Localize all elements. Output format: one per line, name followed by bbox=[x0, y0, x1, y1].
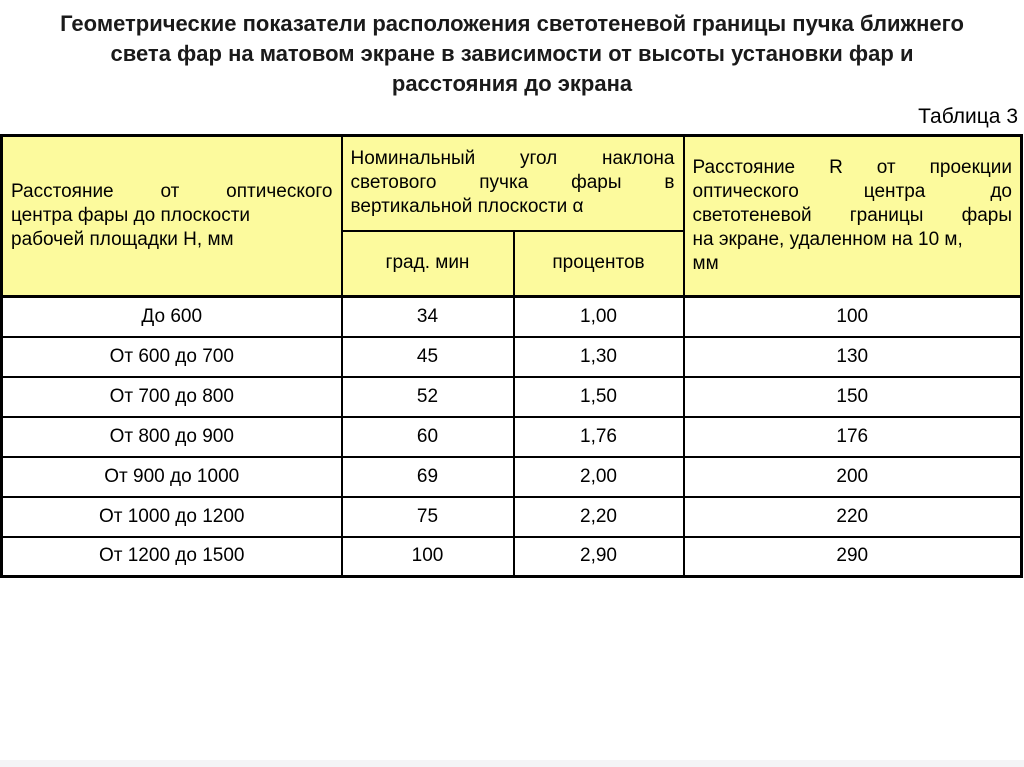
table-row bbox=[2, 297, 1022, 337]
cell-distance-r: 176 bbox=[684, 417, 1022, 457]
cell-height-range: От 700 до 800 bbox=[2, 377, 342, 417]
cell-distance-r: 130 bbox=[684, 337, 1022, 377]
cell-height-range: От 1000 до 1200 bbox=[2, 497, 342, 537]
table-row bbox=[2, 457, 1022, 497]
cell-grad-min: 52 bbox=[342, 377, 514, 417]
header-text-line: оптического центра до bbox=[692, 181, 1012, 202]
header-text-line: центра фары до плоскости bbox=[11, 205, 251, 226]
cell-percent: 2,90 bbox=[514, 537, 684, 577]
bottom-strip bbox=[0, 760, 1024, 767]
cell-distance-r: 100 bbox=[684, 297, 1022, 337]
cell-distance-r: 220 bbox=[684, 497, 1022, 537]
cell-grad-min: 34 bbox=[342, 297, 514, 337]
slide-title bbox=[0, 0, 1024, 99]
cell-percent: 1,50 bbox=[514, 377, 684, 417]
header-text-line: мм bbox=[692, 253, 719, 274]
cell-percent: 1,30 bbox=[514, 337, 684, 377]
cell-distance-r: 290 bbox=[684, 537, 1022, 577]
data-table bbox=[0, 134, 1023, 578]
col-header-distance-r bbox=[684, 136, 1022, 297]
header-text-line: рабочей площадки Н, мм bbox=[11, 229, 234, 250]
cell-height-range: От 900 до 1000 bbox=[2, 457, 342, 497]
cell-percent: 2,20 bbox=[514, 497, 684, 537]
table-row bbox=[2, 497, 1022, 537]
header-text-line: Расстояние R от проекции bbox=[692, 157, 1012, 178]
table-row bbox=[2, 377, 1022, 417]
cell-height-range: От 600 до 700 bbox=[2, 337, 342, 377]
header-text-line: Номинальный угол наклона bbox=[350, 148, 675, 170]
sub-header-percent: процентов bbox=[514, 231, 684, 297]
cell-grad-min: 100 bbox=[342, 537, 514, 577]
cell-distance-r: 150 bbox=[684, 377, 1022, 417]
cell-height-range: От 1200 до 1500 bbox=[2, 537, 342, 577]
header-text-line: на экране, удаленном на 10 м, bbox=[692, 229, 963, 250]
table-row bbox=[2, 337, 1022, 377]
cell-grad-min: 45 bbox=[342, 337, 514, 377]
sub-header-grad-min: град. мин bbox=[342, 231, 514, 297]
slide-title-line: света фар на матовом экране в зависимости от высоты установки фар и bbox=[110, 41, 914, 66]
header-text-line: вертикальной плоскости α bbox=[350, 196, 584, 218]
cell-percent: 1,76 bbox=[514, 417, 684, 457]
col-header-nominal-angle bbox=[342, 136, 684, 231]
table-row bbox=[2, 537, 1022, 577]
slide-title-line: Геометрические показатели расположения светотеневой границы пучка ближнего bbox=[60, 11, 964, 36]
header-text-line: Расстояние от оптического bbox=[11, 181, 333, 202]
header-text-line: светотеневой границы фары bbox=[692, 205, 1012, 226]
cell-grad-min: 60 bbox=[342, 417, 514, 457]
cell-distance-r: 200 bbox=[684, 457, 1022, 497]
table-caption: Таблица 3 bbox=[918, 105, 1018, 128]
cell-percent: 2,00 bbox=[514, 457, 684, 497]
cell-grad-min: 69 bbox=[342, 457, 514, 497]
header-text-line: светового пучка фары в bbox=[350, 172, 675, 194]
cell-percent: 1,00 bbox=[514, 297, 684, 337]
cell-grad-min: 75 bbox=[342, 497, 514, 537]
cell-height-range: До 600 bbox=[2, 297, 342, 337]
col-header-distance-h bbox=[2, 136, 342, 297]
cell-height-range: От 800 до 900 bbox=[2, 417, 342, 457]
slide-title-line: расстояния до экрана bbox=[391, 71, 633, 96]
table-row bbox=[2, 417, 1022, 457]
